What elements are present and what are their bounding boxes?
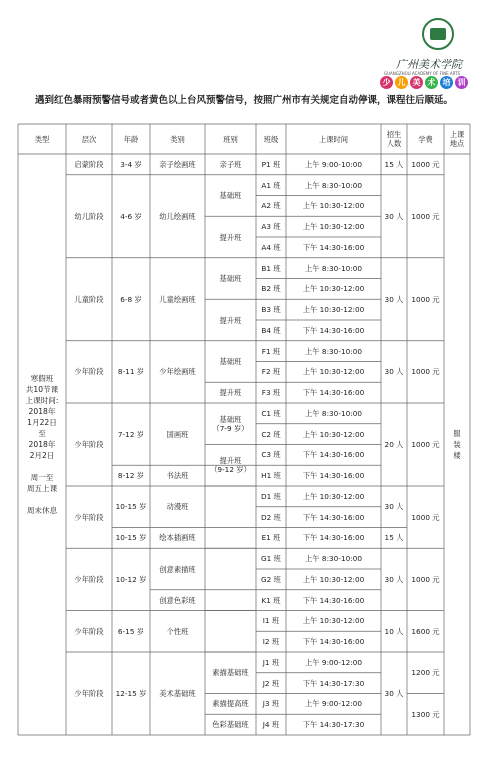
program-badge: 训 — [455, 76, 468, 89]
age-cell: 6-8 岁 — [120, 294, 142, 304]
class-code-cell: A3 班 — [261, 222, 281, 232]
level-cell: 少年阶段 — [74, 574, 104, 584]
class-time-cell: 上午 10:30-12:00 — [302, 491, 365, 501]
class-code-cell: A4 班 — [261, 242, 281, 252]
class-code-cell: I1 班 — [262, 616, 280, 626]
location-char: 服 — [453, 429, 461, 438]
category-cell: 儿童绘画班 — [159, 294, 196, 304]
age-cell: 8-12 岁 — [117, 471, 145, 481]
class-code-cell: I2 班 — [262, 637, 280, 647]
level-cell: 少年阶段 — [74, 512, 104, 522]
class-type-cell — [205, 154, 256, 175]
class-time-cell: 下午 14:30-17:30 — [302, 720, 365, 730]
type-line: 周一至 — [30, 473, 54, 482]
class-type-line: 提升班 — [219, 388, 242, 398]
class-time-cell: 上午 8:30-10:00 — [305, 263, 362, 273]
type-line: 2018年 — [28, 407, 56, 416]
table-header-cell: 上课地点 — [449, 130, 465, 148]
class-code-cell: J4 班 — [262, 720, 280, 730]
age-cell: 10-15 岁 — [115, 533, 147, 543]
fee-cell: 1000 元 — [411, 512, 440, 522]
table-header-cell: 上课时间 — [318, 134, 349, 144]
level-cell: 少年阶段 — [74, 440, 104, 449]
location-cell — [444, 154, 470, 735]
type-line: 周末休息 — [26, 506, 58, 515]
fee-cell: 1000 元 — [411, 159, 440, 169]
category-cell: 绘本插画班 — [159, 533, 196, 543]
class-time-cell: 上午 9:00-10:00 — [305, 159, 362, 169]
level-cell: 少年阶段 — [74, 626, 104, 636]
table-header-cell: 招生人数 — [386, 130, 402, 148]
class-code-cell: K1 班 — [261, 595, 281, 605]
class-code-cell: B2 班 — [261, 284, 281, 294]
class-type-cell — [205, 652, 256, 694]
school-name: 广州美术学院 — [396, 58, 462, 71]
class-code-cell: G1 班 — [261, 554, 281, 564]
category-cell: 书法班 — [166, 471, 189, 481]
table-header-cell: 层次 — [81, 134, 97, 144]
class-code-cell: A2 班 — [261, 201, 281, 211]
class-type-line: 提升班 — [219, 232, 242, 242]
class-type-cell — [205, 403, 256, 445]
class-type-line: 色彩基础班 — [212, 720, 249, 730]
class-code-cell: B1 班 — [261, 263, 281, 273]
class-time-cell: 下午 14:30-16:00 — [302, 637, 365, 647]
class-time-cell: 下午 14:30-16:00 — [302, 325, 365, 335]
age-cell: 10-15 岁 — [115, 502, 147, 512]
location-char: 楼 — [453, 451, 461, 460]
table-header-cell: 班级 — [263, 134, 279, 144]
category-cell: 创意色彩班 — [159, 595, 196, 605]
age-cell: 10-12 岁 — [115, 574, 147, 584]
class-code-cell: A1 班 — [261, 180, 281, 190]
enrollment-cell: 15 人 — [384, 159, 404, 169]
level-cell: 儿童阶段 — [74, 294, 104, 304]
class-type-cell — [205, 382, 256, 403]
class-type-cell — [205, 299, 256, 341]
level-cell: 少年阶段 — [74, 689, 104, 698]
class-type-line: 亲子班 — [219, 159, 242, 169]
category-cell: 创意素描班 — [159, 564, 196, 574]
fee-cell: 1000 元 — [411, 367, 440, 377]
class-type-cell — [205, 694, 256, 715]
table-header-cell: 类别 — [170, 134, 185, 144]
class-type-cell — [205, 216, 256, 258]
class-type-line: 素描提高班 — [212, 699, 249, 709]
category-cell: 幼儿绘画班 — [159, 211, 196, 221]
enrollment-cell: 30 人 — [384, 502, 404, 512]
category-cell: 少年绘画班 — [159, 367, 196, 377]
program-badge: 美 — [410, 76, 423, 89]
type-line: 寒假班 — [30, 374, 54, 383]
class-time-cell: 上午 8:30-10:00 — [305, 346, 362, 356]
class-time-cell: 上午 8:30-10:00 — [305, 180, 362, 190]
level-cell: 启蒙阶段 — [74, 159, 104, 169]
type-line: 至 — [38, 429, 46, 438]
program-badge: 培 — [440, 76, 453, 89]
class-type-cell — [205, 175, 256, 217]
enrollment-cell: 30 人 — [384, 367, 404, 377]
class-type-line: 提升班 — [219, 456, 242, 466]
category-cell: 个性班 — [166, 626, 189, 636]
table-header-cell: 类型 — [34, 134, 50, 144]
class-code-cell: D1 班 — [261, 491, 281, 501]
class-code-cell: B3 班 — [261, 305, 281, 315]
class-time-cell: 下午 14:30-16:00 — [302, 388, 365, 398]
class-time-cell: 上午 10:30-12:00 — [302, 367, 365, 377]
class-code-cell: D2 班 — [261, 512, 281, 522]
level-cell: 幼儿阶段 — [74, 211, 104, 221]
class-code-cell: F3 班 — [261, 388, 281, 398]
class-time-cell: 上午 8:30-10:00 — [305, 554, 362, 564]
class-code-cell: H1 班 — [261, 471, 281, 481]
fee-cell: 1300 元 — [411, 709, 440, 719]
fee-cell: 1600 元 — [411, 626, 440, 636]
class-code-cell: P1 班 — [261, 159, 281, 169]
class-code-cell: C2 班 — [261, 429, 281, 439]
location-char: 装 — [453, 440, 461, 449]
enrollment-cell: 30 人 — [384, 294, 404, 304]
age-cell: 6-15 岁 — [117, 626, 145, 636]
class-type-line: 基础班 — [219, 357, 242, 366]
class-type-line: 基础班 — [219, 274, 242, 283]
class-time-cell: 下午 14:30-17:30 — [302, 678, 365, 688]
fee-cell: 1000 元 — [411, 294, 440, 304]
enrollment-cell: 15 人 — [384, 533, 404, 543]
class-time-cell: 下午 14:30-16:00 — [302, 242, 365, 252]
enrollment-cell: 30 人 — [384, 211, 404, 221]
type-line: 上课时间: — [25, 396, 59, 405]
class-time-cell: 下午 14:30-16:00 — [302, 533, 365, 543]
class-type-line: 基础班 — [219, 191, 242, 200]
category-cell: 美术基础班 — [159, 689, 196, 698]
age-cell: 7-12 岁 — [117, 429, 145, 439]
class-code-cell: E1 班 — [261, 533, 281, 543]
class-time-cell: 下午 14:30-16:00 — [302, 595, 365, 605]
class-time-cell: 上午 8:30-10:00 — [305, 408, 362, 418]
type-line: 周五上课 — [26, 484, 58, 493]
class-time-cell: 上午 10:30-12:00 — [302, 574, 365, 584]
age-cell: 3-4 岁 — [120, 159, 142, 169]
class-time-cell: 下午 14:30-16:00 — [302, 450, 365, 460]
type-cell — [18, 154, 66, 735]
program-badge: 术 — [425, 76, 438, 89]
class-code-cell: F2 班 — [261, 367, 281, 377]
type-line: 2018年 — [28, 440, 56, 449]
program-badge: 儿 — [395, 76, 408, 89]
enrollment-cell: 10 人 — [384, 626, 404, 636]
class-time-cell: 下午 14:30-16:00 — [302, 471, 365, 481]
class-code-cell: C1 班 — [261, 408, 281, 418]
class-code-cell: J1 班 — [262, 657, 280, 667]
type-line: 1月22日 — [27, 418, 57, 427]
program-badge: 少 — [380, 76, 393, 89]
class-type-line: 素描基础班 — [212, 668, 249, 678]
class-code-cell: G2 班 — [261, 574, 281, 584]
category-cell: 亲子绘画班 — [159, 159, 196, 169]
class-time-cell: 上午 10:30-12:00 — [302, 305, 365, 315]
age-cell: 12-15 岁 — [115, 689, 147, 698]
class-type-line: （7-9 岁） — [212, 423, 249, 433]
class-type-line: 基础班 — [219, 414, 242, 424]
class-type-cell — [205, 445, 256, 487]
enrollment-cell: 30 人 — [384, 574, 404, 584]
category-cell: 动漫班 — [166, 502, 189, 512]
class-code-cell: J2 班 — [262, 678, 280, 688]
class-time-cell: 上午 10:30-12:00 — [302, 222, 365, 232]
table-header-cell: 班别 — [223, 134, 238, 144]
class-time-cell: 上午 10:30-12:00 — [302, 616, 365, 626]
fee-cell: 1000 元 — [411, 211, 440, 221]
age-cell: 8-11 岁 — [117, 367, 145, 377]
class-time-cell: 上午 9:00-12:00 — [305, 657, 362, 667]
class-time-cell: 上午 10:30-12:00 — [302, 284, 365, 294]
class-type-line: （9-12 岁） — [210, 465, 251, 475]
class-time-cell: 下午 14:30-16:00 — [302, 512, 365, 522]
table-header-cell: 学费 — [418, 134, 433, 144]
level-cell: 少年阶段 — [74, 367, 104, 377]
enrollment-cell: 20 人 — [384, 440, 404, 449]
class-type-cell — [205, 341, 256, 383]
weather-notice: 遇到红色暴雨预警信号或者黄色以上台风预警信号，按照广州市有关规定自动停课，课程往后顺延。 — [34, 95, 453, 106]
class-code-cell: B4 班 — [261, 325, 281, 335]
table-header-cell: 年龄 — [123, 134, 139, 144]
type-line: 共10节课 — [25, 385, 59, 394]
fee-cell: 1000 元 — [411, 440, 440, 449]
enrollment-cell: 30 人 — [384, 689, 404, 698]
category-cell: 国画班 — [166, 429, 189, 439]
fee-cell: 1000 元 — [411, 574, 440, 584]
class-time-cell: 上午 10:30-12:00 — [302, 201, 365, 211]
school-english-name: GUANGZHOU ACADEMY OF FINE ARTS — [384, 71, 461, 76]
class-time-cell: 上午 9:00-12:00 — [305, 699, 362, 709]
class-code-cell: F1 班 — [261, 346, 281, 356]
age-cell: 4-6 岁 — [120, 211, 142, 221]
class-code-cell: J3 班 — [262, 699, 280, 709]
class-time-cell: 上午 10:30-12:00 — [302, 429, 365, 439]
class-type-cell — [205, 258, 256, 300]
class-type-line: 提升班 — [219, 315, 242, 325]
type-line: 2月2日 — [29, 451, 55, 460]
class-type-cell — [205, 714, 256, 735]
class-code-cell: C3 班 — [261, 450, 281, 460]
fee-cell: 1200 元 — [411, 668, 440, 678]
